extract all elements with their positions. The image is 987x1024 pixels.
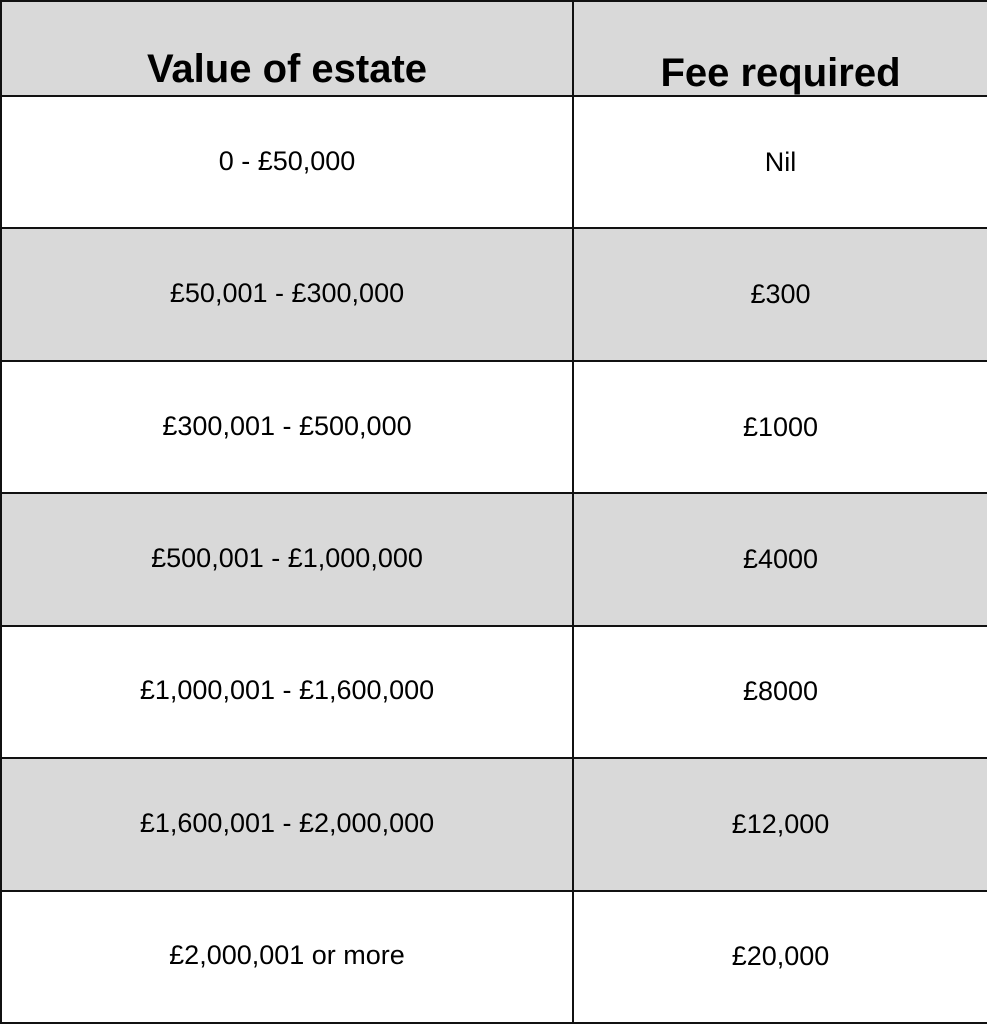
fee-cell: £4000	[573, 493, 987, 625]
estate-range-cell: 0 - £50,000	[1, 96, 573, 228]
fee-cell: Nil	[573, 96, 987, 228]
fee-cell: £20,000	[573, 891, 987, 1023]
estate-range-cell: £1,600,001 - £2,000,000	[1, 758, 573, 890]
table-row	[1, 758, 987, 890]
table-row	[1, 228, 987, 360]
table-row	[1, 626, 987, 758]
fee-cell: £8000	[573, 626, 987, 758]
table-row	[1, 96, 987, 228]
fee-cell: £1000	[573, 361, 987, 493]
table-row	[1, 891, 987, 1023]
estate-range-cell: £50,001 - £300,000	[1, 228, 573, 360]
fee-cell: £12,000	[573, 758, 987, 890]
header-fee-required: Fee required	[573, 1, 987, 96]
fee-cell: £300	[573, 228, 987, 360]
header-value-of-estate: Value of estate	[1, 1, 573, 96]
estate-range-cell: £300,001 - £500,000	[1, 361, 573, 493]
table-header-row	[1, 1, 987, 96]
table-row	[1, 493, 987, 625]
estate-range-cell: £500,001 - £1,000,000	[1, 493, 573, 625]
table-row	[1, 361, 987, 493]
estate-range-cell: £1,000,001 - £1,600,000	[1, 626, 573, 758]
estate-range-cell: £2,000,001 or more	[1, 891, 573, 1023]
